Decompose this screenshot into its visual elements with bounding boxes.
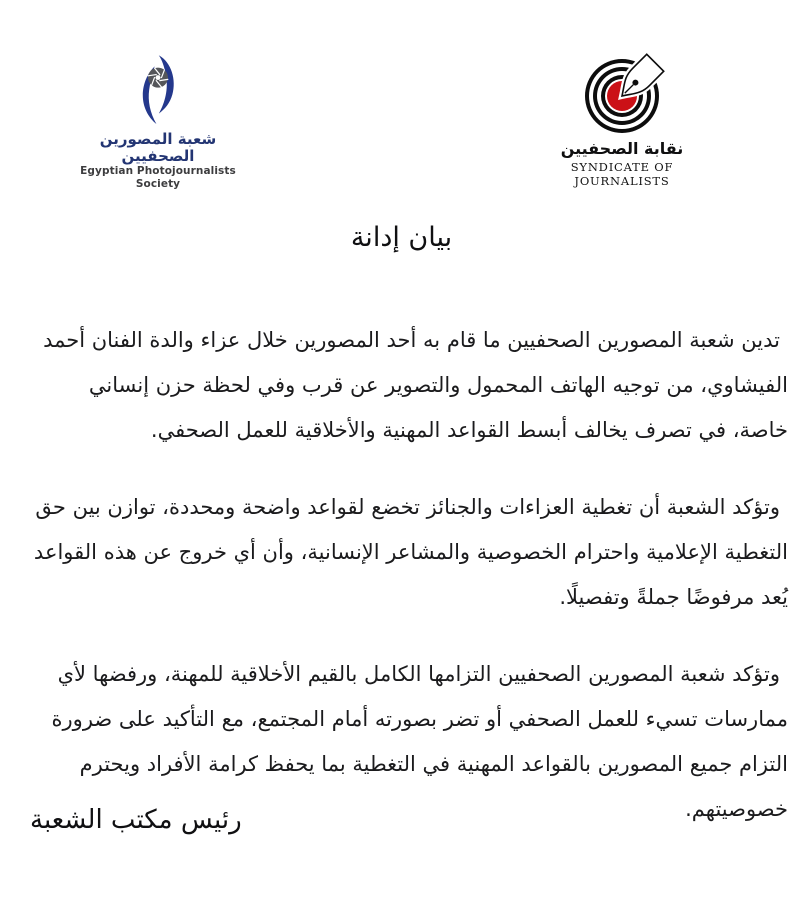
statement-paragraph-2: وتؤكد الشعبة أن تغطية العزاءات والجنائز تخضع لقواعد واضحة ومحددة، توازن بين حق التغطية الإعلامية واحترام الخصوصية والمشاعر الإنسانية، وأن أي خروج عن هذه القواعد يُعد مرفوضًا جملةً وتفصيلًا. (33, 495, 788, 609)
photojournalists-society-logo (63, 52, 253, 191)
aperture-eye-icon (135, 52, 181, 128)
left-logo-english-name: Egyptian Photojournalists Society (80, 165, 236, 190)
target-pen-nib-icon (564, 46, 684, 138)
right-logo-english-name: SYNDICATE OF JOURNALISTS (570, 160, 674, 188)
statement-paragraph-3: وتؤكد شعبة المصورين الصحفيين التزامها الكامل بالقيم الأخلاقية للمهنة، ورفضها لأي ممارسات تسيء للعمل الصحفي أو تضر بصورته أمام المجتمع، مع التأكيد على ضرورة التزام جميع المصورين بالقواعد المهنية في التغطية بما يحفظ كرامة الأفراد ويحترم خصوصيتهم. (51, 662, 788, 821)
syndicate-of-journalists-logo (532, 46, 712, 188)
statement-title: بيان إدانة (350, 222, 453, 253)
left-logo-arabic-name: شعبة المصورين الصحفيين (99, 130, 217, 165)
signature-title: رئيس مكتب الشعبة (30, 805, 242, 835)
statement-body (33, 318, 788, 864)
statement-paragraph-1: تدين شعبة المصورين الصحفيين ما قام به أحد المصورين خلال عزاء والدة الفنان أحمد الفيشاوي، من توجيه الهاتف المحمول والتصوير عن قرب وفي لحظة حزن إنساني خاصة، في تصرف يخالف أبسط القواعد المهنية والأخلاقية للعمل الصحفي. (43, 328, 788, 442)
right-logo-arabic-name: نقابة الصحفيين (560, 139, 684, 158)
